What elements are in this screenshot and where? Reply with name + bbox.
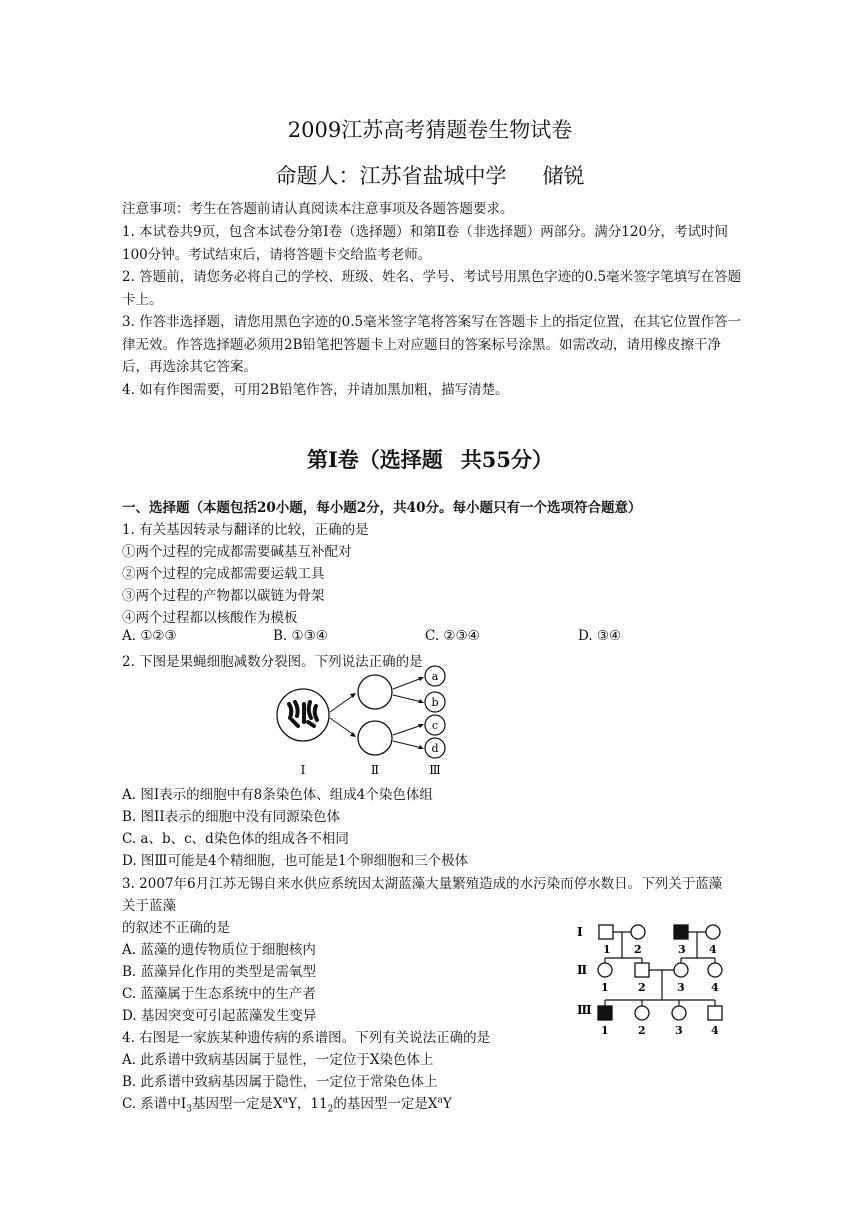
q4c-sub1: 3 bbox=[186, 1104, 192, 1115]
q3-stem-line1b: 关于蓝藻 bbox=[122, 898, 176, 914]
notice-heading: 注意事项：考生在答题前请认真阅读本注意事项及各题答题要求。 bbox=[122, 201, 514, 217]
q4c-prefix: C. 系谱中I bbox=[122, 1096, 187, 1112]
cell-b-label: b bbox=[431, 696, 439, 709]
ii2-number: 2 bbox=[638, 981, 646, 994]
q2-option-d: D. 图Ⅲ可能是4个精细胞，也可能是1个卵细胞和三个极体 bbox=[122, 853, 469, 869]
stage-ii-label: Ⅱ bbox=[370, 763, 380, 777]
q3-option-b: B. 蓝藻异化作用的类型是需氧型 bbox=[122, 964, 317, 980]
iii1-affected-male bbox=[598, 1006, 612, 1020]
pedigree-chart bbox=[575, 920, 750, 1038]
cell-a-label: a bbox=[431, 670, 439, 683]
section-title-part2: 共55分） bbox=[460, 447, 554, 472]
iii4-number: 4 bbox=[711, 1024, 719, 1037]
iii2-number: 2 bbox=[638, 1024, 646, 1037]
i4-number: 4 bbox=[709, 943, 717, 956]
arrow-i-to-ii-bottom bbox=[330, 718, 354, 735]
iii3-female bbox=[672, 1006, 686, 1020]
chromosome-icon bbox=[289, 702, 317, 726]
author-line bbox=[0, 160, 860, 190]
author-label: 命题人：江苏省盐城中学 bbox=[275, 164, 507, 188]
i2-female bbox=[631, 925, 645, 939]
q2-option-b: B. 图II表示的细胞中没有同源染色体 bbox=[122, 809, 341, 825]
notice-item-4: 4. 如有作图需要，可用2B铅笔作答，并请加黑加粗，描写清楚。 bbox=[122, 382, 509, 398]
part1-header: 一、选择题（本题包括20小题，每小题2分，共40分。每小题只有一个选项符合题意） bbox=[122, 500, 642, 516]
i1-male bbox=[599, 925, 613, 939]
q3-option-a: A. 蓝藻的遗传物质位于细胞核内 bbox=[122, 942, 316, 958]
ii2-male bbox=[635, 963, 649, 977]
q4-option-c bbox=[122, 1092, 452, 1115]
i4-female bbox=[706, 925, 720, 939]
ii4-number: 4 bbox=[711, 981, 719, 994]
i3-affected-male bbox=[674, 925, 688, 939]
q3-option-d: D. 基因突变可引起蓝藻发生变异 bbox=[122, 1008, 317, 1024]
ii3-number: 3 bbox=[677, 981, 685, 994]
q4c-sup2: a bbox=[437, 1095, 443, 1106]
meiosis-figure bbox=[270, 660, 460, 780]
i1-number: 1 bbox=[603, 943, 611, 956]
generation-i-label: Ⅰ bbox=[577, 925, 583, 939]
q4c-mid2: Y，11 bbox=[288, 1096, 328, 1112]
q1-option-c: C. ②③④ bbox=[425, 628, 480, 644]
q4-option-b: B. 此系谱中致病基因属于隐性，一定位于常染色体上 bbox=[122, 1074, 438, 1090]
q1-stem: 1. 有关基因转录与翻译的比较，正确的是 bbox=[122, 522, 369, 538]
exam-title: 2009江苏高考猜题卷生物试卷 bbox=[287, 118, 573, 142]
q1-option-a: A. ①②③ bbox=[122, 628, 177, 644]
generation-iii-label: Ⅲ bbox=[577, 1003, 592, 1017]
ii1-female bbox=[598, 963, 612, 977]
q2-stem: 2. 下图是果蝇细胞减数分裂图。下列说法正确的是 bbox=[122, 654, 423, 670]
notice-item-2: 2. 答题前，请您务必将自己的学校、班级、姓名、学号、考试号用黑色字迹的0.5毫米签字笔填写在答题卡上。 bbox=[122, 269, 742, 308]
cell-c-label: c bbox=[431, 719, 439, 732]
ii1-number: 1 bbox=[601, 981, 609, 994]
cell-d-label: d bbox=[431, 742, 439, 755]
q4-stem: 4. 右图是一家族某种遗传病的系谱图。下列有关说法正确的是 bbox=[122, 1030, 491, 1046]
q1-statement-1: ①两个过程的完成都需要碱基互补配对 bbox=[122, 544, 352, 560]
q4-option-a: A. 此系谱中致病基因属于显性，一定位于X染色体上 bbox=[122, 1052, 434, 1068]
q4c-sub2: 2 bbox=[327, 1104, 334, 1115]
cell-ii-top bbox=[358, 675, 392, 709]
section-title bbox=[0, 444, 860, 474]
q1-option-b: B. ①③④ bbox=[273, 628, 328, 644]
i2-number: 2 bbox=[634, 943, 642, 956]
iii1-number: 1 bbox=[601, 1024, 609, 1037]
i3-number: 3 bbox=[678, 943, 686, 956]
q4c-sup1: a bbox=[282, 1095, 288, 1106]
cell-ii-bottom bbox=[358, 721, 392, 755]
ii4-female bbox=[708, 963, 722, 977]
stage-iii-label: Ⅲ bbox=[429, 763, 441, 777]
q2-option-c: C. a、b、c、d染色体的组成各不相同 bbox=[122, 831, 349, 847]
section-title-part1: 第Ⅰ卷（选择题 bbox=[306, 447, 443, 472]
q3-option-c: C. 蓝藻属于生态系统中的生产者 bbox=[122, 986, 316, 1002]
q2-option-a: A. 图Ⅰ表示的细胞中有8条染色体、组成4个染色体组 bbox=[122, 787, 433, 803]
iii3-number: 3 bbox=[675, 1024, 683, 1037]
stage-i-label: Ⅰ bbox=[300, 763, 306, 777]
notice-item-1: 1. 本试卷共9页，包含本试卷分第Ⅰ卷（选择题）和第Ⅱ卷（非选择题）两部分。满分120分，考试时间100分钟。考试结束后，请将答题卡交给监考老师。 bbox=[122, 224, 729, 263]
q4c-mid: 基因型一定是X bbox=[192, 1096, 283, 1112]
iii2-female bbox=[635, 1006, 649, 1020]
q4c-end: Y bbox=[442, 1096, 452, 1112]
ii3-female bbox=[674, 963, 688, 977]
iii4-male bbox=[708, 1006, 722, 1020]
q3-stem-line2: 的叙述不正确的是 bbox=[122, 920, 230, 936]
notice-item-3: 3. 作答非选择题，请您用黑色字迹的0.5毫米签字笔将答案写在答题卡上的指定位置，在其它位置作答一律无效。作答选择题必须用2B铅笔把答题卡上对应题目的答案标号涂黑。如需改动，请用橡皮擦干净后，再选涂其它答案。 bbox=[122, 314, 742, 375]
q1-statement-2: ②两个过程的完成都需要运载工具 bbox=[122, 566, 325, 582]
generation-ii-label: Ⅱ bbox=[577, 963, 588, 977]
q1-option-d: D. ③④ bbox=[578, 628, 622, 644]
arrow-i-to-ii-top bbox=[330, 695, 354, 712]
q3-stem-line1: 3. 2007年6月江苏无锡自来水供应系统因太湖蓝藻大量繁殖造成的水污染而停水数日。下列关于蓝藻 bbox=[122, 876, 723, 892]
author-name: 储锐 bbox=[542, 164, 585, 188]
q1-statement-3: ③两个过程的产物都以碳链为骨架 bbox=[122, 588, 325, 604]
q4c-mid3: 的基因型一定是X bbox=[333, 1096, 438, 1112]
q1-statement-4: ④两个过程都以核酸作为模板 bbox=[122, 610, 298, 626]
